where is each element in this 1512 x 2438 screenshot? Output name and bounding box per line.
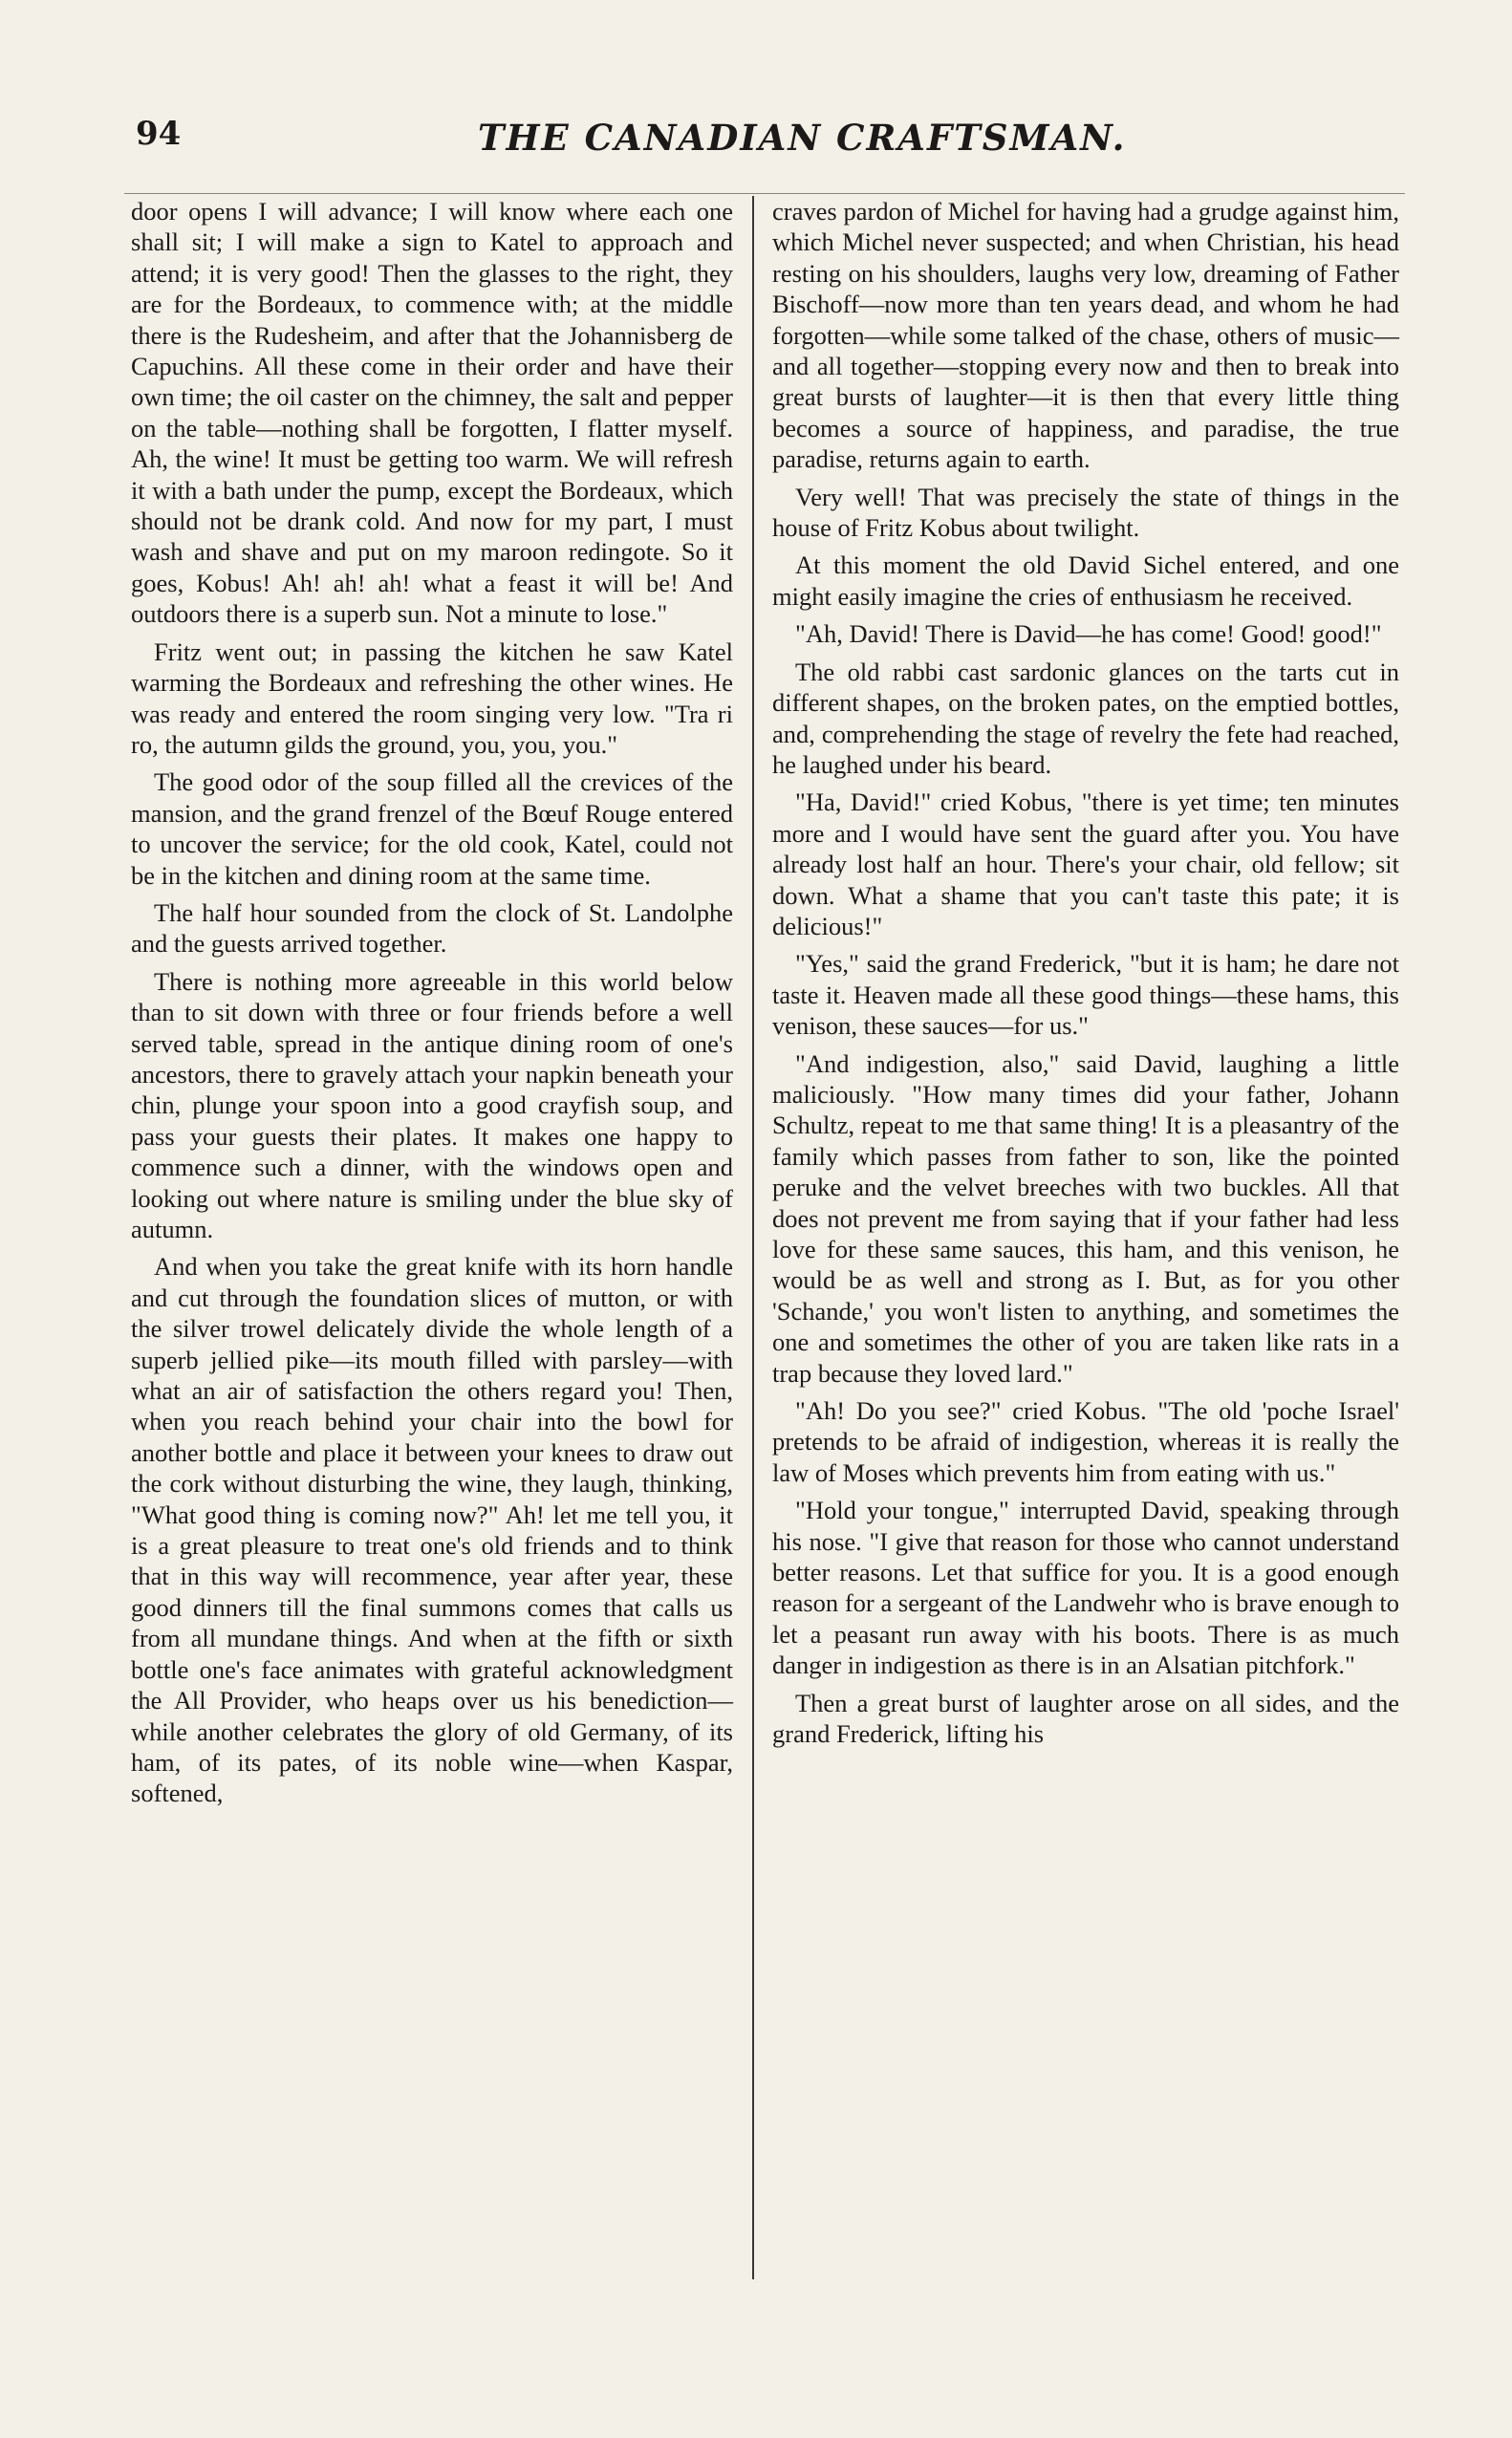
header-rule [124, 193, 1405, 194]
paragraph: There is nothing more agreeable in this world below than to sit down with three or four friends before a well served table, spread in the antique dining room of one's ancestors, there to gravely attach your napkin beneath your chin, plunge your spoon into a good crayfish soup, and pass your guests their plates. It makes one happy to commence such a dinner, with the windows open and looking out where nature is smiling under the blue sky of autumn. [131, 966, 733, 1243]
paragraph: The half hour sounded from the clock of St. Landolphe and the guests arrived together. [131, 897, 733, 959]
paragraph: "Ha, David!" cried Kobus, "there is yet time; ten minutes more and I would have sent the guard after you. You have already lost half an hour. There's your chair, old fellow; sit down. What a shame that you can't taste this pate; it is delicious!" [772, 787, 1399, 940]
paragraph: Very well! That was precisely the state of things in the house of Fritz Kobus about twilight. [772, 482, 1399, 543]
paragraph: The old rabbi cast sardonic glances on the tarts cut in different shapes, on the broken pates, on the emptied bottles, and, comprehending the stage of revelry the fete had reached, he laughed under his beard. [772, 657, 1399, 779]
right-column [772, 196, 1399, 1757]
paragraph: "Yes," said the grand Frederick, "but it is ham; he dare not taste it. Heaven made all these good things—these hams, this venison, these sauces—for us." [772, 949, 1399, 1041]
paragraph: The good odor of the soup filled all the crevices of the mansion, and the grand frenzel of the Bœuf Rouge entered to uncover the service; for the old cook, Katel, could not be in the kitchen and dining room at the same time. [131, 767, 733, 890]
page-header [124, 107, 1395, 174]
paragraph: Fritz went out; in passing the kitchen he saw Katel warming the Bordeaux and refreshing the other wines. He was ready and entered the room singing very low. "Tra ri ro, the autumn gilds the ground, you, you, you." [131, 636, 733, 759]
paragraph: door opens I will advance; I will know where each one shall sit; I will make a sign to Katel to approach and attend; it is very good! Then the glasses to the right, they are for the Bordeaux, to commence with; at the middle there is the Rudesheim, and after that the Johannisberg de Capuchins. All these come in their order and have their own time; the oil caster on the chimney, the salt and pepper on the table—nothing shall be forgotten, I flatter myself. Ah, the wine! It must be getting too warm. We will refresh it with a bath under the pump, except the Bordeaux, which should not be drank cold. And now for my part, I must wash and shave and put on my maroon redingote. So it goes, Kobus! Ah! ah! ah! what a feast it will be! And outdoors there is a superb sun. Not a minute to lose." [131, 197, 733, 629]
paragraph: "Ah! Do you see?" cried Kobus. "The old 'poche Israel' pretends to be afraid of indigestion, whereas it is really the law of Moses which prevents him from eating with us." [772, 1396, 1399, 1487]
paragraph: "Ah, David! There is David—he has come! Good! good!" [795, 619, 1382, 649]
page-number: 94 [136, 115, 182, 153]
paragraph: craves pardon of Michel for having had a grudge against him, which Michel never suspected; and when Christian, his head resting on his shoulders, laughs very low, dreaming of Father Bischoff—now more than ten years dead, and whom he had forgotten—while some talked of the chase, others of music—and all together—stopping every now and then to break into great bursts of laughter—it is then that every little thing becomes a source of happiness, and paradise, the true paradise, returns again to earth. [772, 197, 1399, 474]
running-title: THE CANADIAN CRAFTSMAN. [478, 117, 1127, 159]
paragraph: And when you take the great knife with its horn handle and cut through the foundation slices of mutton, or with the silver trowel delicately divide the whole length of a superb jellied pike—its mouth filled with parsley—with what an air of satisfaction the others regard you! Then, when you reach behind your chair into the bowl for another bottle and place it between your knees to draw out the cork without disturbing the wine, they laugh, thinking, "What good thing is coming now?" Ah! let me tell you, it is a great pleasure to treat one's old friends and to think that in this way will recommence, year after year, these good dinners till the final summons comes that calls us from all mundane things. And when at the fifth or sixth bottle one's face animates with grateful acknowledgment the All Provider, who heaps over us his benediction—while another celebrates the glory of old Germany, of its ham, of its pates, of its noble wine—when Kaspar, softened, [131, 1252, 733, 1808]
left-column [131, 196, 733, 1816]
column-rule [752, 196, 754, 2279]
paragraph: Then a great burst of laughter arose on all sides, and the grand Frederick, lifting his [772, 1688, 1399, 1749]
paragraph: "Hold your tongue," interrupted David, speaking through his nose. "I give that reason for those who cannot understand better reasons. Let that suffice for you. It is a good enough reason for a sergeant of the Landwehr who is brave enough to let a peasant run away with his boots. There is as much danger in indigestion as there is in an Alsatian pitchfork." [772, 1496, 1399, 1680]
paragraph: At this moment the old David Sichel entered, and one might easily imagine the cries of enthusiasm he received. [772, 550, 1399, 611]
paragraph: "And indigestion, also," said David, laughing a little maliciously. "How many times did your father, Johann Schultz, repeat to me that same thing! It is a pleasantry of the family which passes from father to son, like the pointed peruke and the velvet breeches with two buckles. All that does not prevent me from saying that if your father had less love for these same sauces, this ham, and this venison, he would be as well and strong as I. But, as for you other 'Schande,' you won't listen to anything, and sometimes the one and sometimes the other of you are taken like rats in a trap because they loved lard." [772, 1048, 1399, 1388]
